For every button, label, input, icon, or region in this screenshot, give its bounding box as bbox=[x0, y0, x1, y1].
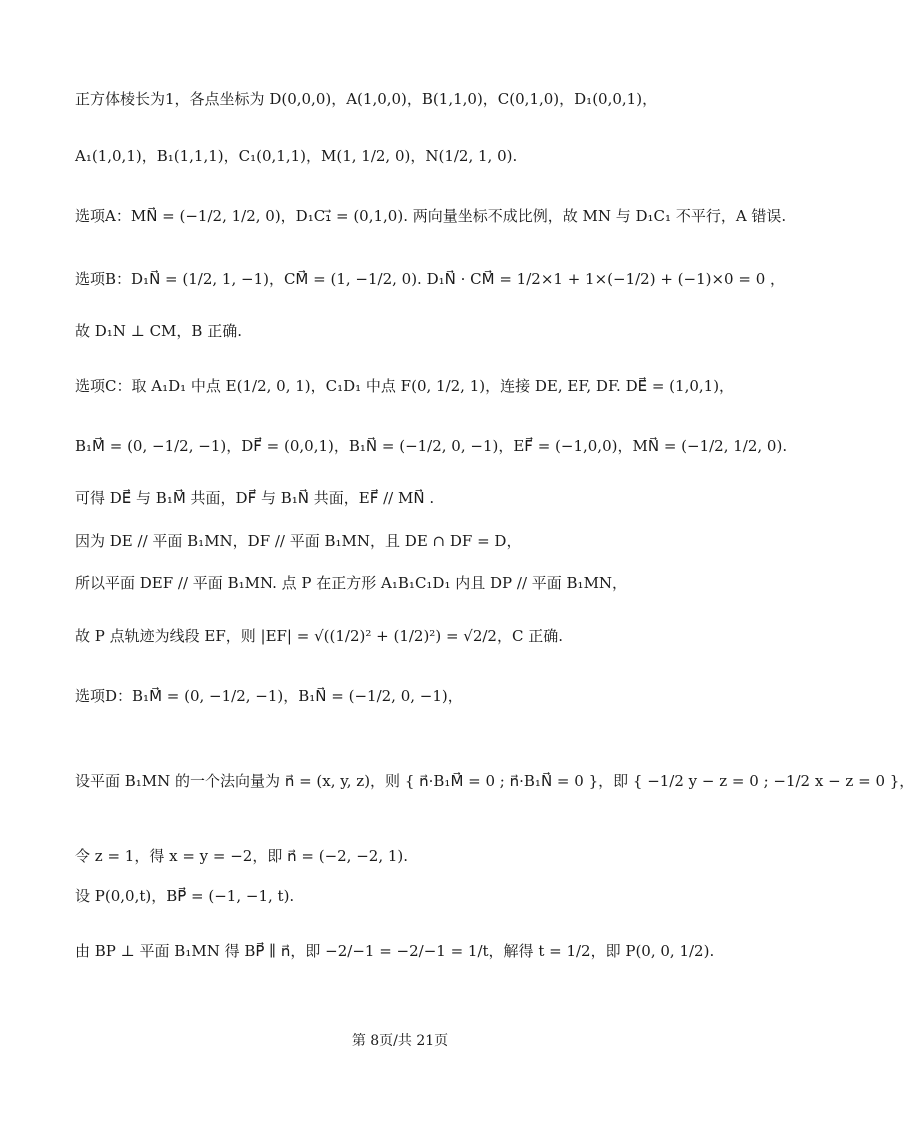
text-line: 设平面 B₁MN 的一个法向量为 n⃗ = (x, y, z)，则 { n⃗·B₁M⃗ = 0 ; n⃗·B₁N⃗ = 0 }，即 { −1/2 y − z = 0 ; −1/2 x − z = 0 }， bbox=[75, 772, 914, 790]
text-line: 可得 DE⃗ 与 B₁M⃗ 共面，DF⃗ 与 B₁N⃗ 共面，EF⃗ // MN⃗ . bbox=[75, 489, 435, 507]
page-number: 第 8页/共 21页 bbox=[351, 1033, 449, 1049]
text-line: 故 P 点轨迹为线段 EF，则 |EF| = √((1/2)² + (1/2)²) = √2/2，C 正确. bbox=[75, 627, 563, 645]
text-line: 因为 DE // 平面 B₁MN，DF // 平面 B₁MN，且 DE ∩ DF = D， bbox=[75, 532, 522, 550]
text-line: 正方体棱长为1，各点坐标为 D(0,0,0)，A(1,0,0)，B(1,1,0)，C(0,1,0)，D₁(0,0,1)， bbox=[75, 90, 658, 108]
text-line: 设 P(0,0,t)，BP⃗ = (−1, −1, t). bbox=[75, 887, 295, 905]
text-line: 选项B：D₁N⃗ = (1/2, 1, −1)，CM⃗ = (1, −1/2, 0). D₁N⃗ · CM⃗ = 1/2×1 + 1×(−1/2) + (−1)×0 = 0 ， bbox=[75, 270, 786, 288]
text-line: 选项D：B₁M⃗ = (0, −1/2, −1)，B₁N⃗ = (−1/2, 0, −1)， bbox=[75, 687, 463, 705]
text-line: 令 z = 1，得 x = y = −2，即 n⃗ = (−2, −2, 1). bbox=[75, 847, 409, 865]
text-line: 所以平面 DEF // 平面 B₁MN. 点 P 在正方形 A₁B₁C₁D₁ 内且 DP // 平面 B₁MN， bbox=[75, 574, 628, 592]
text-line: 由 BP ⊥ 平面 B₁MN 得 BP⃗ ∥ n⃗，即 −2/−1 = −2/−1 = 1/t，解得 t = 1/2，即 P(0, 0, 1/2). bbox=[75, 942, 715, 960]
text-line: B₁M⃗ = (0, −1/2, −1)，DF⃗ = (0,0,1)，B₁N⃗ = (−1/2, 0, −1)，EF⃗ = (−1,0,0)，MN⃗ = (−1/2, 1/2, 0). bbox=[75, 437, 788, 455]
text-line: A₁(1,0,1)，B₁(1,1,1)，C₁(0,1,1)，M(1, 1/2, 0)，N(1/2, 1, 0). bbox=[75, 147, 518, 165]
text-line: 故 D₁N ⊥ CM，B 正确. bbox=[75, 322, 242, 340]
text-line: 选项A：MN⃗ = (−1/2, 1/2, 0)，D₁C₁⃗ = (0,1,0). 两向量坐标不成比例，故 MN 与 D₁C₁ 不平行，A 错误. bbox=[75, 207, 787, 225]
text-line: 选项C：取 A₁D₁ 中点 E(1/2, 0, 1)，C₁D₁ 中点 F(0, 1/2, 1)，连接 DE, EF, DF. DE⃗ = (1,0,1)， bbox=[75, 377, 735, 395]
